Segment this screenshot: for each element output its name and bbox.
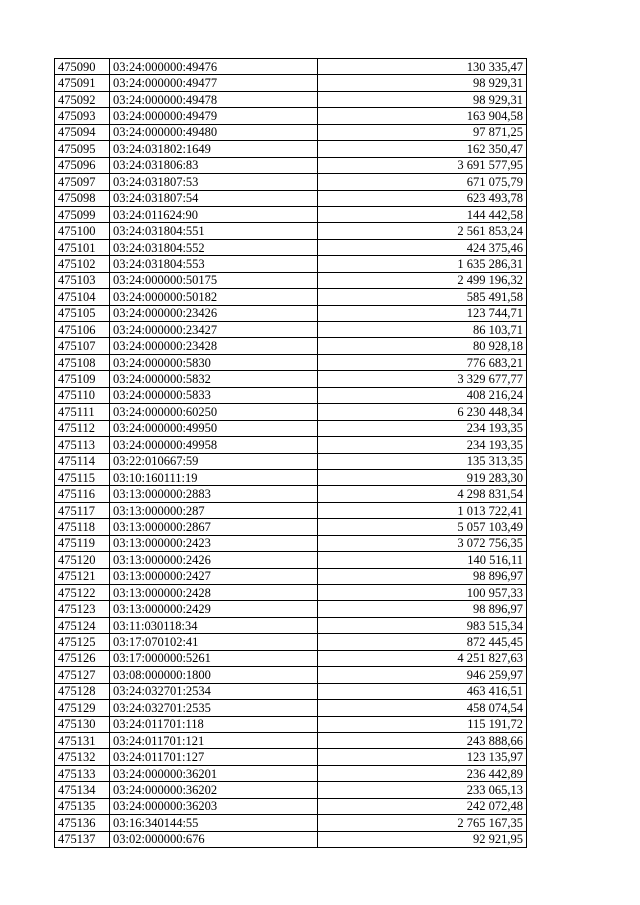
cadastral-value-cell: 98 929,31: [318, 91, 527, 107]
cadastral-number-cell: 03:24:000000:49479: [110, 108, 318, 124]
row-number-cell: 475100: [55, 223, 110, 239]
table-row: [55, 404, 527, 420]
row-number-cell: 475127: [55, 667, 110, 683]
cadastral-value-cell: 983 515,34: [318, 617, 527, 633]
cadastral-value-cell: 163 904,58: [318, 108, 527, 124]
row-number-cell: 475108: [55, 354, 110, 370]
cadastral-value-cell: 115 191,72: [318, 716, 527, 732]
document-page: [54, 58, 526, 848]
row-number-cell: 475103: [55, 272, 110, 288]
cadastral-value-cell: 98 896,97: [318, 568, 527, 584]
cadastral-number-cell: 03:13:000000:2427: [110, 568, 318, 584]
row-number-cell: 475124: [55, 617, 110, 633]
row-number-cell: 475137: [55, 831, 110, 847]
table-row: [55, 157, 527, 173]
cadastral-number-cell: 03:24:031804:553: [110, 256, 318, 272]
row-number-cell: 475136: [55, 815, 110, 831]
cadastral-number-cell: 03:24:000000:36201: [110, 765, 318, 781]
cadastral-value-cell: 162 350,47: [318, 141, 527, 157]
row-number-cell: 475117: [55, 502, 110, 518]
row-number-cell: 475125: [55, 634, 110, 650]
table-row: [55, 486, 527, 502]
cadastral-number-cell: 03:24:031806:83: [110, 157, 318, 173]
table-row: [55, 174, 527, 190]
cadastral-number-cell: 03:02:000000:676: [110, 831, 318, 847]
row-number-cell: 475134: [55, 782, 110, 798]
cadastral-value-cell: 130 335,47: [318, 59, 527, 75]
cadastral-number-cell: 03:24:000000:36203: [110, 798, 318, 814]
row-number-cell: 475091: [55, 75, 110, 91]
row-number-cell: 475135: [55, 798, 110, 814]
row-number-cell: 475112: [55, 420, 110, 436]
table-row: [55, 732, 527, 748]
cadastral-number-cell: 03:13:000000:287: [110, 502, 318, 518]
row-number-cell: 475090: [55, 59, 110, 75]
table-row: [55, 305, 527, 321]
table-row: [55, 782, 527, 798]
cadastral-value-cell: 236 442,89: [318, 765, 527, 781]
table-row: [55, 75, 527, 91]
table-row: [55, 437, 527, 453]
table-row: [55, 322, 527, 338]
table-row: [55, 108, 527, 124]
table-row: [55, 256, 527, 272]
cadastral-value-cell: 123 744,71: [318, 305, 527, 321]
cadastral-value-cell: 946 259,97: [318, 667, 527, 683]
cadastral-value-cell: 872 445,45: [318, 634, 527, 650]
cadastral-number-cell: 03:24:000000:23427: [110, 322, 318, 338]
cadastral-number-cell: 03:24:031807:53: [110, 174, 318, 190]
cadastral-value-cell: 234 193,35: [318, 420, 527, 436]
table-row: [55, 272, 527, 288]
cadastral-value-cell: 92 921,95: [318, 831, 527, 847]
row-number-cell: 475129: [55, 700, 110, 716]
row-number-cell: 475104: [55, 289, 110, 305]
row-number-cell: 475130: [55, 716, 110, 732]
cadastral-number-cell: 03:13:000000:2867: [110, 519, 318, 535]
table-row: [55, 371, 527, 387]
table-row: [55, 519, 527, 535]
row-number-cell: 475133: [55, 765, 110, 781]
cadastral-number-cell: 03:13:000000:2883: [110, 486, 318, 502]
cadastral-number-cell: 03:24:000000:36202: [110, 782, 318, 798]
table-row: [55, 831, 527, 847]
cadastral-value-cell: 1 013 722,41: [318, 502, 527, 518]
cadastral-number-cell: 03:13:000000:2428: [110, 585, 318, 601]
row-number-cell: 475121: [55, 568, 110, 584]
cadastral-number-cell: 03:10:160111:19: [110, 469, 318, 485]
table-row: [55, 552, 527, 568]
cadastral-value-cell: 3 329 677,77: [318, 371, 527, 387]
cadastral-value-cell: 623 493,78: [318, 190, 527, 206]
row-number-cell: 475109: [55, 371, 110, 387]
cadastral-number-cell: 03:24:000000:50182: [110, 289, 318, 305]
cadastral-number-cell: 03:24:000000:49958: [110, 437, 318, 453]
row-number-cell: 475107: [55, 338, 110, 354]
cadastral-number-cell: 03:24:000000:5833: [110, 387, 318, 403]
table-row: [55, 667, 527, 683]
row-number-cell: 475097: [55, 174, 110, 190]
table-row: [55, 601, 527, 617]
cadastral-value-cell: 3 691 577,95: [318, 157, 527, 173]
cadastral-number-cell: 03:24:000000:5830: [110, 354, 318, 370]
cadastral-value-cell: 233 065,13: [318, 782, 527, 798]
table-row: [55, 502, 527, 518]
table-row: [55, 239, 527, 255]
cadastral-number-cell: 03:24:000000:60250: [110, 404, 318, 420]
row-number-cell: 475106: [55, 322, 110, 338]
cadastral-value-cell: 458 074,54: [318, 700, 527, 716]
table-row: [55, 716, 527, 732]
cadastral-value-table: [54, 58, 527, 848]
cadastral-number-cell: 03:24:031802:1649: [110, 141, 318, 157]
cadastral-number-cell: 03:17:000000:5261: [110, 650, 318, 666]
cadastral-value-cell: 86 103,71: [318, 322, 527, 338]
cadastral-value-cell: 98 896,97: [318, 601, 527, 617]
row-number-cell: 475099: [55, 206, 110, 222]
cadastral-number-cell: 03:24:011701:118: [110, 716, 318, 732]
row-number-cell: 475102: [55, 256, 110, 272]
cadastral-number-cell: 03:24:032701:2535: [110, 700, 318, 716]
row-number-cell: 475120: [55, 552, 110, 568]
table-row: [55, 585, 527, 601]
cadastral-number-cell: 03:24:000000:49476: [110, 59, 318, 75]
cadastral-value-cell: 585 491,58: [318, 289, 527, 305]
table-row: [55, 289, 527, 305]
cadastral-value-cell: 2 765 167,35: [318, 815, 527, 831]
cadastral-number-cell: 03:24:011701:127: [110, 749, 318, 765]
cadastral-value-cell: 671 075,79: [318, 174, 527, 190]
row-number-cell: 475118: [55, 519, 110, 535]
table-row: [55, 650, 527, 666]
cadastral-value-cell: 80 928,18: [318, 338, 527, 354]
row-number-cell: 475116: [55, 486, 110, 502]
cadastral-number-cell: 03:24:011701:121: [110, 732, 318, 748]
row-number-cell: 475123: [55, 601, 110, 617]
row-number-cell: 475119: [55, 535, 110, 551]
cadastral-number-cell: 03:24:000000:49478: [110, 91, 318, 107]
cadastral-number-cell: 03:22:010667:59: [110, 453, 318, 469]
cadastral-value-cell: 776 683,21: [318, 354, 527, 370]
cadastral-number-cell: 03:24:000000:49480: [110, 124, 318, 140]
cadastral-number-cell: 03:24:000000:49950: [110, 420, 318, 436]
table-row: [55, 387, 527, 403]
cadastral-number-cell: 03:24:000000:50175: [110, 272, 318, 288]
cadastral-number-cell: 03:24:000000:23428: [110, 338, 318, 354]
cadastral-number-cell: 03:24:031804:551: [110, 223, 318, 239]
table-row: [55, 141, 527, 157]
cadastral-value-cell: 5 057 103,49: [318, 519, 527, 535]
table-row: [55, 223, 527, 239]
row-number-cell: 475122: [55, 585, 110, 601]
cadastral-number-cell: 03:24:000000:5832: [110, 371, 318, 387]
cadastral-value-cell: 6 230 448,34: [318, 404, 527, 420]
cadastral-value-cell: 3 072 756,35: [318, 535, 527, 551]
cadastral-number-cell: 03:24:011624:90: [110, 206, 318, 222]
table-row: [55, 190, 527, 206]
cadastral-number-cell: 03:17:070102:41: [110, 634, 318, 650]
row-number-cell: 475095: [55, 141, 110, 157]
cadastral-number-cell: 03:08:000000:1800: [110, 667, 318, 683]
cadastral-value-cell: 234 193,35: [318, 437, 527, 453]
row-number-cell: 475113: [55, 437, 110, 453]
cadastral-number-cell: 03:24:031807:54: [110, 190, 318, 206]
cadastral-value-cell: 98 929,31: [318, 75, 527, 91]
table-row: [55, 634, 527, 650]
cadastral-value-cell: 135 313,35: [318, 453, 527, 469]
table-row: [55, 617, 527, 633]
row-number-cell: 475093: [55, 108, 110, 124]
cadastral-number-cell: 03:24:031804:552: [110, 239, 318, 255]
cadastral-number-cell: 03:13:000000:2429: [110, 601, 318, 617]
cadastral-value-cell: 4 251 827,63: [318, 650, 527, 666]
cadastral-value-cell: 242 072,48: [318, 798, 527, 814]
table-row: [55, 683, 527, 699]
cadastral-value-cell: 97 871,25: [318, 124, 527, 140]
row-number-cell: 475114: [55, 453, 110, 469]
cadastral-number-cell: 03:24:000000:49477: [110, 75, 318, 91]
table-row: [55, 338, 527, 354]
cadastral-value-cell: 919 283,30: [318, 469, 527, 485]
cadastral-number-cell: 03:13:000000:2426: [110, 552, 318, 568]
cadastral-value-cell: 123 135,97: [318, 749, 527, 765]
row-number-cell: 475126: [55, 650, 110, 666]
cadastral-number-cell: 03:16:340144:55: [110, 815, 318, 831]
cadastral-value-cell: 144 442,58: [318, 206, 527, 222]
cadastral-number-cell: 03:11:030118:34: [110, 617, 318, 633]
row-number-cell: 475115: [55, 469, 110, 485]
table-row: [55, 700, 527, 716]
table-row: [55, 765, 527, 781]
cadastral-value-cell: 463 416,51: [318, 683, 527, 699]
row-number-cell: 475094: [55, 124, 110, 140]
cadastral-value-cell: 2 561 853,24: [318, 223, 527, 239]
row-number-cell: 475128: [55, 683, 110, 699]
cadastral-value-cell: 408 216,24: [318, 387, 527, 403]
table-row: [55, 749, 527, 765]
table-row: [55, 815, 527, 831]
row-number-cell: 475105: [55, 305, 110, 321]
row-number-cell: 475111: [55, 404, 110, 420]
cadastral-value-cell: 140 516,11: [318, 552, 527, 568]
cadastral-number-cell: 03:24:032701:2534: [110, 683, 318, 699]
table-row: [55, 798, 527, 814]
row-number-cell: 475096: [55, 157, 110, 173]
cadastral-value-cell: 424 375,46: [318, 239, 527, 255]
table-row: [55, 420, 527, 436]
cadastral-value-cell: 100 957,33: [318, 585, 527, 601]
row-number-cell: 475101: [55, 239, 110, 255]
row-number-cell: 475131: [55, 732, 110, 748]
row-number-cell: 475110: [55, 387, 110, 403]
table-row: [55, 354, 527, 370]
cadastral-value-cell: 4 298 831,54: [318, 486, 527, 502]
row-number-cell: 475098: [55, 190, 110, 206]
cadastral-value-cell: 243 888,66: [318, 732, 527, 748]
table-row: [55, 453, 527, 469]
cadastral-value-cell: 1 635 286,31: [318, 256, 527, 272]
table-row: [55, 568, 527, 584]
table-row: [55, 206, 527, 222]
cadastral-value-cell: 2 499 196,32: [318, 272, 527, 288]
table-row: [55, 124, 527, 140]
cadastral-number-cell: 03:24:000000:23426: [110, 305, 318, 321]
row-number-cell: 475092: [55, 91, 110, 107]
table-row: [55, 91, 527, 107]
row-number-cell: 475132: [55, 749, 110, 765]
table-row: [55, 535, 527, 551]
table-row: [55, 469, 527, 485]
table-body: [55, 59, 527, 848]
table-row: [55, 59, 527, 75]
cadastral-number-cell: 03:13:000000:2423: [110, 535, 318, 551]
